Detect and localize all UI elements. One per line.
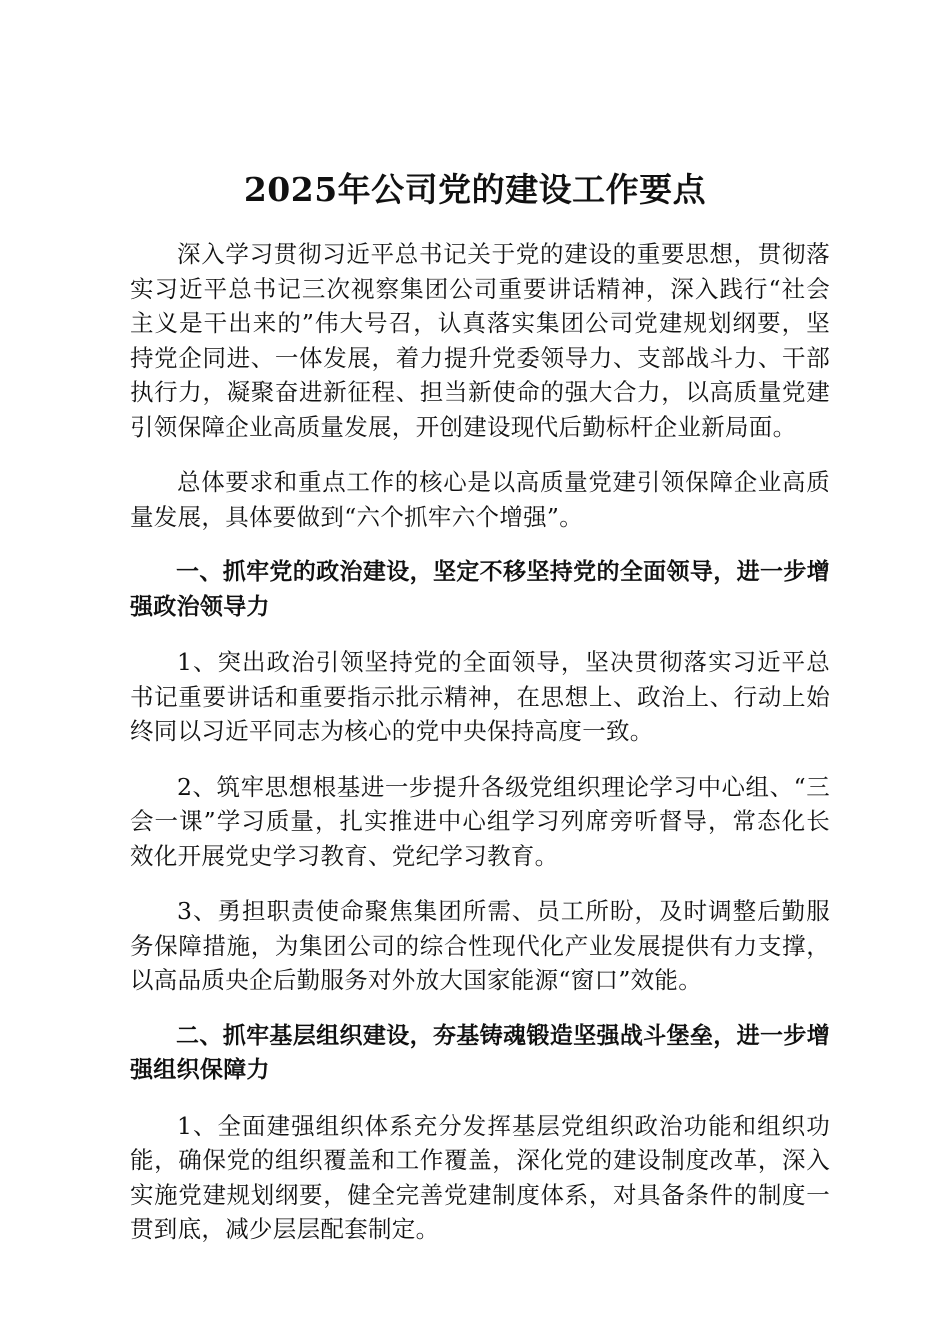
section-1-item-3: 3、勇担职责使命聚焦集团所需、员工所盼，及时调整后勤服务保障措施，为集团公司的综合性现代化产业发展提供有力支撑，以高品质央企后勤服务对外放大国家能源“窗口”效能。 xyxy=(130,897,830,994)
section-2-item-1: 1、全面建强组织体系充分发挥基层党组织政治功能和组织功能，确保党的组织覆盖和工作覆盖，深化党的建设制度改革，深入实施党建规划纲要，健全完善党建制度体系，对具备条件的制度一贯到底，减少层层配套制定。 xyxy=(130,1111,830,1243)
section-1-item-2: 2、筑牢思想根基进一步提升各级党组织理论学习中心组、“三会一课”学习质量，扎实推进中心组学习列席旁听督导，常态化长效化开展党史学习教育、党纪学习教育。 xyxy=(130,772,830,870)
summary-paragraph: 总体要求和重点工作的核心是以高质量党建引领保障企业高质量发展，具体要做到“六个抓牢六个增强”。 xyxy=(130,468,830,531)
intro-paragraph: 深入学习贯彻习近平总书记关于党的建设的重要思想，贯彻落实习近平总书记三次视察集团公司重要讲话精神，深入践行“社会主义是干出来的”伟大号召，认真落实集团公司党建规划纲要，坚持党企同进、一体发展，着力提升党委领导力、支部战斗力、干部执行力，凝聚奋进新征程、担当新使命的强大合力，以高质量党建引领保障企业高质量发展，开创建设现代后勤标杆企业新局面。 xyxy=(130,240,830,441)
section-heading-2: 二、抓牢基层组织建设，夯基铸魂锻造坚强战斗堡垒，进一步增强组织保障力 xyxy=(130,1022,830,1083)
section-heading-1: 一、抓牢党的政治建设，坚定不移坚持党的全面领导，进一步增强政治领导力 xyxy=(130,559,830,620)
section-1-item-1: 1、突出政治引领坚持党的全面领导，坚决贯彻落实习近平总书记重要讲话和重要指示批示精神，在思想上、政治上、行动上始终同以习近平同志为核心的党中央保持高度一致。 xyxy=(130,648,830,745)
document-title: 2025年公司党的建设工作要点 xyxy=(243,170,707,209)
document-body xyxy=(130,237,830,1268)
